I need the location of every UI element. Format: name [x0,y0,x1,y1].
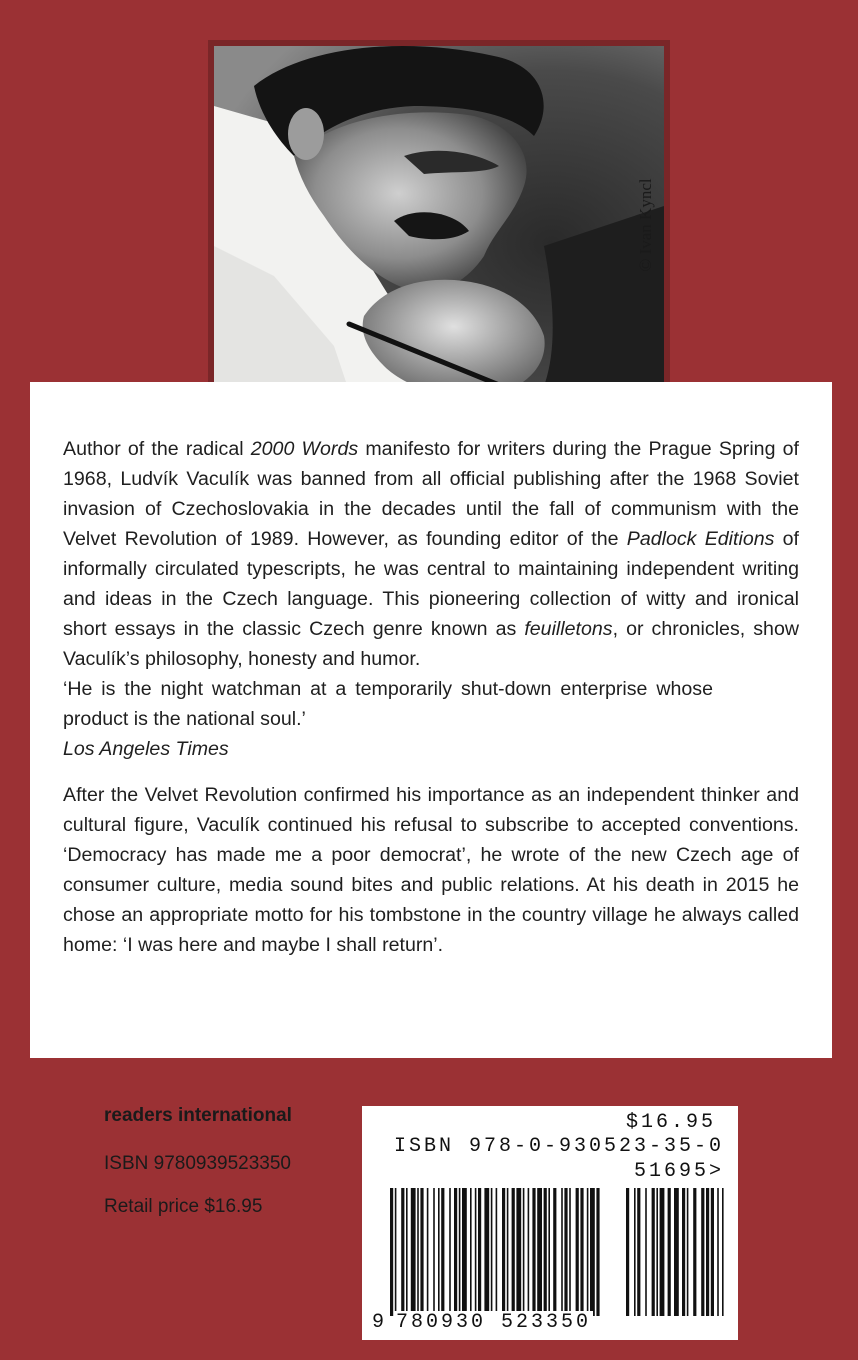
barcode-lead-digit: 9 [372,1311,388,1334]
publisher-name: readers international [104,1105,292,1126]
p1-text-c: of informally circulated typescripts, he was central to maintaining independent writing and ideas in the Czech language. This pioneering collection of witty and ironical short essays in the classic Czech genre known as [63,528,799,640]
p1-work-title-1: 2000 Words [250,438,359,460]
barcode-digits: 780930 523350 [396,1311,592,1334]
review-quote-source: Los Angeles Times [63,738,229,760]
p1-text-d: , or chronicles, show Vaculík’s philosophy, honesty and humor. [63,618,799,670]
author-photo [214,46,664,406]
description-text [63,434,799,960]
author-portrait-image [214,46,664,406]
barcode-price: $16.95 [625,1111,716,1134]
barcode-isbn: ISBN 978-0-930523-35-0 [394,1135,725,1158]
p1-work-title-2: Padlock Editions [626,528,775,550]
barcode-label [362,1106,738,1340]
retail-price: Retail price $16.95 [104,1196,263,1217]
p1-text-a: Author of the radical [63,438,251,460]
p1-text-b: manifesto for writers during the Prague Spring of 1968, Ludvík Vaculík was banned from all official publishing after the 1968 Soviet invasion of Czechoslovakia in the decades until the fall of communism with the Velvet Revolution of 1989. However, as founding editor of the [63,438,799,550]
photo-credit: © Ivan Kyncl [636,178,655,272]
publisher-isbn: ISBN 9780939523350 [104,1153,291,1174]
barcode-addon-digits: 51695> [633,1160,724,1183]
barcode-bars [390,1188,726,1316]
description-paragraph-2: After the Velvet Revolution confirmed his importance as an independent thinker and cultural figure, Vaculík continued his refusal to subscribe to accepted conventions. ‘Democracy has made me a poor democrat’, he wrote of the new Czech age of consumer culture, media sound bites and public relations. At his death in 2015 he chose an appropriate motto for his tombstone in the country village he always called home: ‘I was here and maybe I shall return’. [63,784,799,956]
description-panel [30,382,832,1058]
p1-genre-term: feuilletons [524,618,613,640]
description-paragraph-1 [63,434,799,674]
review-quote: ‘He is the night watchman at a temporarily shut-down enterprise whose product is the national soul.’ [63,678,713,730]
